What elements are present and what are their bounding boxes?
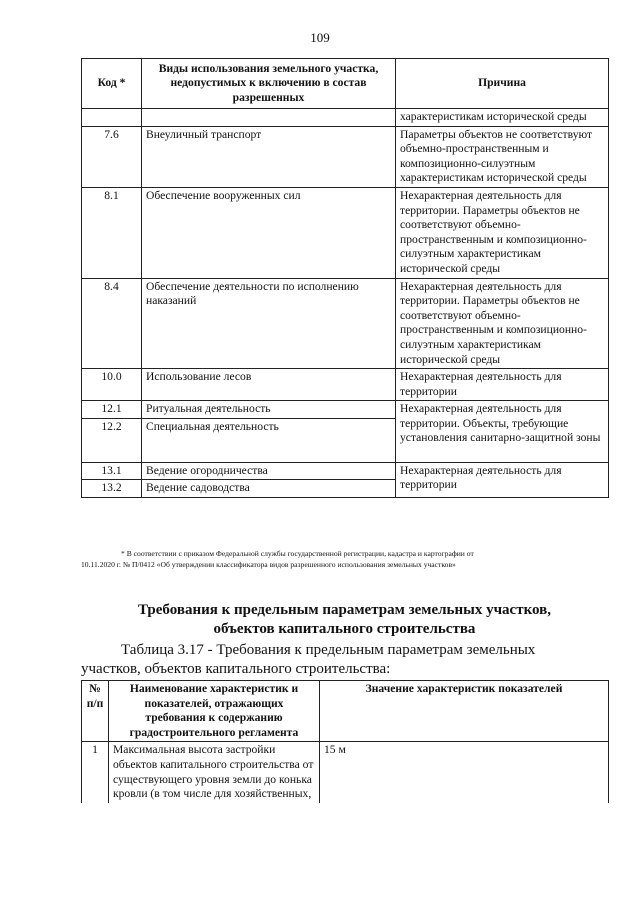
cell-kind: Внеуличный транспорт (142, 126, 396, 187)
footnote (81, 548, 608, 570)
header-code: Код * (82, 59, 142, 109)
footnote-line: * В соответствии с приказом Федеральной службы государственной регистрации, кадастра и картографии от (121, 549, 474, 558)
table-caption (81, 641, 608, 679)
header-value: Значение характеристик показателей (320, 681, 609, 742)
table-row (82, 109, 609, 127)
section-title (81, 601, 608, 639)
cell-code (82, 109, 142, 127)
restricted-uses-table (81, 58, 609, 498)
page-number: 109 (310, 30, 330, 45)
caption-line: участков, объектов капитального строительства: (81, 661, 391, 677)
table-row (82, 742, 609, 803)
section-title-line: объектов капитального строительства (213, 621, 476, 637)
section-title-line: Требования к предельным параметрам земельных участков, (137, 602, 551, 618)
header-name: Наименование характеристик и показателей, отражающих требования к содержанию градостроительного регламента (109, 681, 320, 742)
header-num: № п/п (82, 681, 109, 742)
footnote-line: 10.11.2020 г. № П/0412 «Об утверждении классификатора видов разрешенного использования земельных участков» (81, 560, 456, 569)
cell-reason: Нехарактерная деятельность для территории. Объекты, требующие установления санитарно-защитной зоны (396, 401, 609, 463)
cell-code: 12.1 (82, 401, 142, 419)
table-row (82, 126, 609, 187)
cell-kind: Ведение огородничества (142, 462, 396, 480)
cell-reason: Нехарактерная деятельность для территории (396, 369, 609, 401)
table-row (82, 462, 609, 480)
cell-code: 10.0 (82, 369, 142, 401)
cell-kind: Ведение садоводства (142, 480, 396, 498)
cell-kind: Использование лесов (142, 369, 396, 401)
cell-kind: Ритуальная деятельность (142, 401, 396, 419)
cell-reason: Нехарактерная деятельность для территории. Параметры объектов не соответствуют объемно-пространственным и композиционно-силуэтным характеристикам исторической среды (396, 278, 609, 369)
cell-reason: Нехарактерная деятельность для территории. Параметры объектов не соответствуют объемно-пространственным и композиционно-силуэтным характеристикам исторической среды (396, 187, 609, 278)
cell-code: 7.6 (82, 126, 142, 187)
cell-kind: Обеспечение деятельности по исполнению наказаний (142, 278, 396, 369)
cell-kind (142, 109, 396, 127)
header-reason: Причина (396, 59, 609, 109)
table-row (82, 369, 609, 401)
cell-name: Максимальная высота застройки объектов капитального строительства от существующего уровня земли до конька кровли (в том числе для хозяйственных, (109, 742, 320, 803)
cell-value: 15 м (320, 742, 609, 803)
caption-line: Таблица 3.17 - Требования к предельным параметрам земельных (121, 642, 536, 658)
cell-code: 8.1 (82, 187, 142, 278)
cell-kind: Обеспечение вооруженных сил (142, 187, 396, 278)
header-kind: Виды использования земельного участка, недопустимых к включению в состав разрешенных (142, 59, 396, 109)
cell-reason: Параметры объектов не соответствуют объемно-пространственным и композиционно-силуэтным характеристикам исторической среды (396, 126, 609, 187)
cell-code: 12.2 (82, 418, 142, 462)
parameters-table (81, 680, 609, 803)
cell-num: 1 (82, 742, 109, 803)
table-row (82, 401, 609, 419)
cell-reason: Нехарактерная деятельность для территории (396, 462, 609, 497)
cell-code: 8.4 (82, 278, 142, 369)
cell-code: 13.1 (82, 462, 142, 480)
cell-reason: характеристикам исторической среды (396, 109, 609, 127)
table-row (82, 278, 609, 369)
cell-code: 13.2 (82, 480, 142, 498)
cell-kind: Специальная деятельность (142, 418, 396, 462)
table-row (82, 187, 609, 278)
